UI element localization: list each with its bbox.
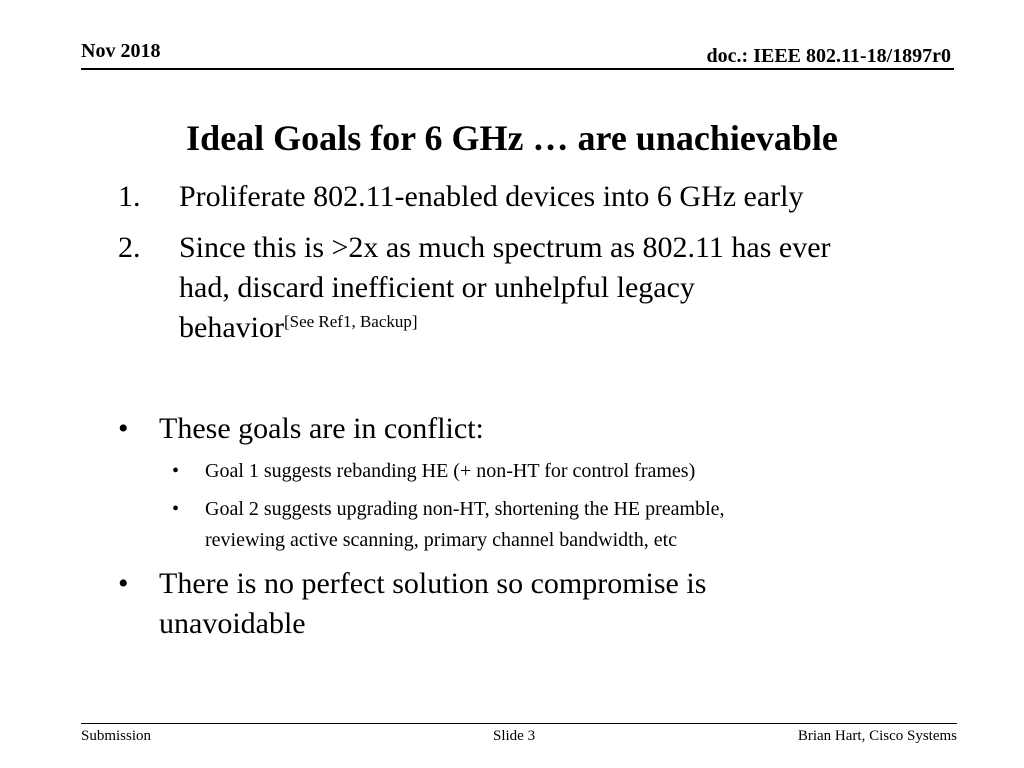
footer-author: Brian Hart, Cisco Systems [797, 728, 957, 744]
footer-divider [81, 723, 957, 724]
sub-bullet-2-line-1: Goal 2 suggests upgrading non-HT, shortening the HE preamble, [205, 498, 725, 520]
bullet-1-marker: • [118, 412, 129, 445]
numbered-item-2-line-3-text: behavior [179, 311, 284, 344]
bullet-1-text: These goals are in conflict: [159, 412, 484, 445]
bullet-2-line-2: unavoidable [159, 607, 306, 640]
numbered-item-2-text [179, 228, 831, 348]
numbered-item-2-line-3 [179, 308, 831, 348]
sub-bullet-1-marker: • [172, 460, 180, 482]
sub-bullet-2-text [205, 494, 725, 556]
bullet-2-line-1: There is no perfect solution so compromise is [159, 567, 707, 600]
numbered-item-1-text: Proliferate 802.11-enabled devices into 6 GHz early [179, 180, 804, 213]
reference-superscript: [See Ref1, Backup] [283, 312, 418, 331]
footer-submission: Submission [81, 728, 152, 744]
sub-bullet-2-line-2: reviewing active scanning, primary channel bandwidth, etc [205, 529, 678, 551]
header-divider [81, 68, 954, 70]
numbered-item-2-number: 2. [118, 231, 141, 264]
sub-bullet-2-marker: • [172, 498, 180, 520]
numbered-item-2-line-2: had, discard inefficient or unhelpful legacy [179, 271, 695, 304]
numbered-item-1-number: 1. [118, 180, 141, 213]
header-doc-id: doc.: IEEE 802.11-18/1897r0 [706, 45, 951, 67]
footer-slide-number: Slide 3 [493, 728, 536, 744]
numbered-item-2-line-1: Since this is >2x as much spectrum as 802.11 has ever [179, 231, 831, 264]
header-date: Nov 2018 [81, 40, 161, 62]
bullet-2-marker: • [118, 567, 129, 600]
sub-bullet-1-text: Goal 1 suggests rebanding HE (+ non-HT for control frames) [205, 460, 696, 482]
slide-title: Ideal Goals for 6 GHz … are unachievable [186, 118, 838, 158]
bullet-2-text [159, 564, 706, 644]
